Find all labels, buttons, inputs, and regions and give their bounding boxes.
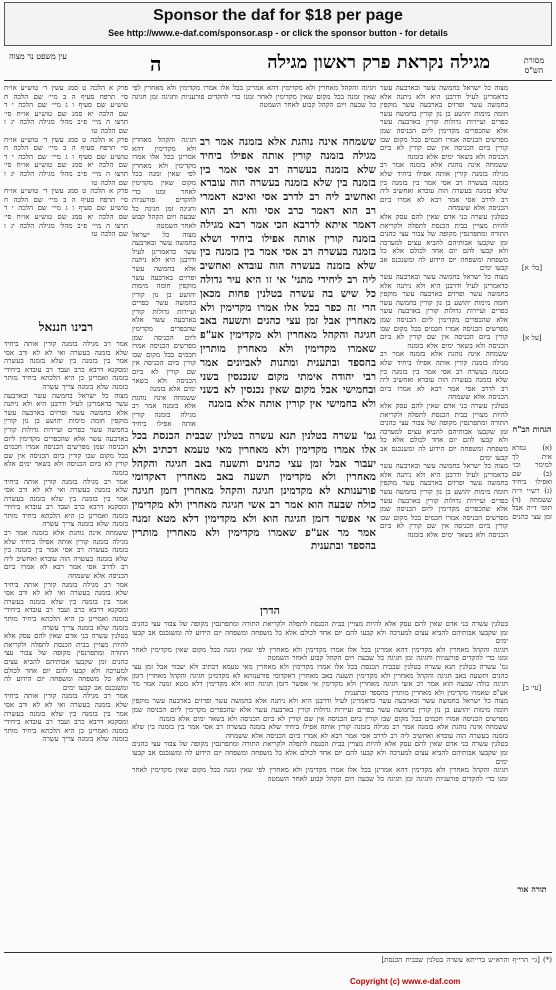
commentary-text: ששמחה אינה נוהגת אלא בזמנה אמר רב מגילה בזמנה קורין אותה אפילו ביחיד שלא בזמנה בעשרה רב אסי אמר בין בזמנה בין שלא בזמנה בעשרה הוה עובדא ואחשיב ליה רב לדרב אסי אמר רבא לא אמרו ביום הכניסה אלא ששמחה [132, 723, 508, 740]
tosafot-text: חגיגה והקהל מאחרין ולא מקדימין דהא אמרינן בכל אלו אמרו מקדימין ולא מאחרין לפי שאין זמנה בכל מקום שאין מקדימין לאחר זמנו כדי להקדים פורעניות וחגיגה זמן חגיגה כל שבעה ויום הקהל קבוע לאחר השמטה [132, 136, 196, 230]
hagahot-text: (א) גמרא אית לך למימר וכו׳ (ב) שם ואפילו ביחיד (ג) רש״י ד״ה ששמחה (ד) תוס׳ ד״ה אבל זמן עצי כהנים [512, 444, 552, 521]
ein-mishpat-block [4, 84, 128, 314]
rabbeinu-chananel-text: ששמחה אינה נוהגת אלא בזמנה אמר רב מגילה בזמנה קורין אותה אפילו ביחיד שלא בזמנה בעשרה רב אסי אמר בין בזמנה בין שלא בזמנה בעשרה הוה עובדא ואחשיב ליה רב לדרב אסי אמר רבא לא אמרו ביום הכניסה אלא ששמחה [4, 529, 128, 581]
rabbeinu-chananel-text: בטלנין עשרה בני אדם שאין להם עסק אלא להיות מצויין בבית הכנסת לתפלה ולקריאת התורה ומתפרנסין מקופה של צבור עצי כהנים זמן שקבעו אבותיהם להביא עצים למערכה ולא קבעו להם יום אחד לכולם אלא כל משפחה ומשפחה יום הידוע לה ומשנכנס אב קבעו ימים [4, 632, 128, 692]
rashi-text-repeat: בטלנין עשרה בני אדם שאין להם עסק אלא להיות מצויין בבית הכנסת לתפלה ולקריאת התורה ומתפרנסין מקופה של צבור עצי כהנים זמן שקבעו אבותיהם להביא עצים למערכה ולא קבעו להם יום אחד לכולם אלא כל משפחה ומשפחה יום הידוע לה ומשנכנס אב קבעו ימים [380, 401, 508, 462]
commentary-text: חגיגה והקהל מאחרין ולא מקדימין דהא אמרינן בכל אלו אמרו מקדימין ולא מאחרין לפי שאין זמנה בכל מקום שאין מקדימין לאחר זמנו כדי להקדים פורעניות וחגיגה זמן חגיגה כל שבעה ויום הקהל קבוע לאחר השמטה [132, 766, 508, 783]
sponsor-banner[interactable] [4, 2, 552, 46]
tosafot-text: מצוה כל ישראל בחמשה עשר ובארבעה עשר כדאמרינן לעיל ודרבנן היא ולא ניתנה אלא בחמשה עשר ופרזים בארבעה עשר מוקפין חומה מימות יהושע בן נון קורין בחמשה עשר כפרים ועיירות גדולות קורין בארבעה עשר אלא שהכפרים מקדימין ליום הכניסה שמן מפרשים הכניסה אמרו חכמים בכל מקום שבו קורין ביום הכניסה אין שם קורין לא ביום הכניסה ולא בשאר ימים אלא בזמנה [132, 230, 196, 394]
torah-ohr-title: תורה אור [517, 884, 547, 894]
commentary-text: בטלנין עשרה בני אדם שאין להם עסק אלא להיות מצויין בבית הכנסת לתפלה ולקריאת התורה ומתפרנסין מקופה של צבור עצי כהנים זמן שקבעו אבותיהם להביא עצים למערכה ולא קבעו להם יום אחד לכולם אלא כל משפחה ומשפחה יום הידוע לה ומשנכנס אב קבעו ימים [132, 620, 508, 646]
rabbeinu-chananel-text: אמר רב מגילה בזמנה קורין אותה ביחיד שלא בזמנה בעשרה ואי לא לא ורב אסי אמר בין בזמנה בין שלא בזמנה בעשרה ומסקנא דרבא כרב ועבד רב עובדא ביחידי בזמנה ואמרינן כן היא הלכתא ביחיד מותר בזמנה שלא בזמנה צריך עשרה [4, 580, 128, 632]
tosafot-top [132, 84, 376, 134]
hadran-title: הדרן [260, 604, 280, 617]
masoret-hashas-label: מסורת הש"ס [523, 56, 545, 75]
left-margin-column [4, 84, 128, 944]
rashi-text-lower: בטלנין עשרה בני אדם שאין להם עסק אלא להיות מצויין בבית הכנסת לתפלה ולקריאת התורה ומתפרנסין מקופה של צבור עצי כהנים זמן שקבעו אבותיהם להביא עצים למערכה ולא קבעו להם יום אחד לכולם אלא כל משפחה ומשפחה יום הידוע לה ומשנכנס אב קבעו ימים [380, 212, 508, 273]
rabbeinu-chananel-text: אמר רב מגילה בזמנה קורין אותה ביחיד שלא בזמנה בעשרה ואי לא לא ורב אסי אמר בין בזמנה בין שלא בזמנה בעשרה ומסקנא דרבא כרב ועבד רב עובדא ביחידי בזמנה ואמרינן כן היא הלכתא ביחיד מותר בזמנה שלא בזמנה צריך עשרה [4, 692, 128, 744]
footer-note [132, 956, 552, 974]
header-divider [4, 80, 552, 81]
rashi-text-repeat: מצוה כל ישראל בחמשה עשר ובארבעה עשר כדאמרינן לעיל ודרבנן היא ולא ניתנה אלא בחמשה עשר ופרזים בארבעה עשר מוקפין חומה מימות יהושע בן נון קורין בחמשה עשר כפרים ועיירות גדולות קורין בארבעה עשר אלא שהכפרים מקדימין ליום הכניסה שמן מפרשים הכניסה אמרו חכמים בכל מקום שבו קורין ביום הכניסה אין שם קורין לא ביום הכניסה ולא בשאר ימים אלא בזמנה [380, 273, 508, 350]
rashi-text-repeat: ששמחה אינה נוהגת אלא בזמנה אמר רב מגילה בזמנה קורין אותה אפילו ביחיד שלא בזמנה בעשרה רב אסי אמר בין בזמנה בין שלא בזמנה בעשרה הוה עובדא ואחשיב ליה רב לדרב אסי אמר רבא לא אמרו ביום הכניסה אלא ששמחה [380, 350, 508, 402]
footer-note-text: (*) [גי׳ הרי״ף והרא״ש ברייתא עשרה בטלנין שבבית הכנסת] [381, 956, 552, 964]
sponsor-details-link[interactable]: See http://www.e-daf.com/sponsor.asp - or click the sponsor button - for details [108, 28, 448, 38]
page-number: ה [150, 52, 162, 76]
commentary-text: חגיגה והקהל מאחרין ולא מקדימין דהא אמרינן בכל אלו אמרו מקדימין ולא מאחרין לפי שאין זמנה בכל מקום שאין מקדימין לאחר זמנו כדי להקדים פורעניות וחגיגה זמן חגיגה כל שבעה ויום הקהל קבוע לאחר השמטה [132, 645, 508, 663]
ein-mishpat-text: פרק א הלכה ט סמג עשין ד׳ טוש״ע או״ח סי׳ תרפח סעיף ה ב מיי׳ שם הלכה ח טוש״ע שם סעיף ו ג מיי׳ שם הלכה י ד שם הלכה יא סמג שם טוש״ע או״ח סי׳ תרצו ה מיי׳ פ״ב מהל׳ מגילה הלכה יג ו שם הלכה טו [4, 135, 128, 187]
rabbeinu-chananel-block [4, 340, 128, 940]
rashi-text-continued: ששמחה אינה נוהגת אלא בזמנה אמר רב מגילה בזמנה קורין אותה אפילו ביחיד שלא בזמנה בעשרה רב אסי אמר בין בזמנה בין שלא בזמנה בעשרה הוה עובדא ואחשיב ליה רב לדרב אסי אמר רבא לא אמרו ביום הכניסה אלא ששמחה [380, 161, 508, 213]
rabbeinu-chananel-text: אמר רב מגילה בזמנה קורין אותה ביחיד שלא בזמנה בעשרה ואי לא לא ורב אסי אמר בין בזמנה בין שלא בזמנה בעשרה ומסקנא דרבא כרב ועבד רב עובדא ביחידי בזמנה ואמרינן כן היא הלכתא ביחיד מותר בזמנה שלא בזמנה צריך עשרה [4, 477, 128, 529]
tosafot-text: ששמחה אינה נוהגת אלא בזמנה אמר רב מגילה בזמנה קורין אותה אפילו ביחיד [132, 393, 196, 428]
hagahot-title: הגהות הב"ח [512, 424, 552, 434]
commentary-text: בטלנין עשרה בני אדם שאין להם עסק אלא להיות מצויין בבית הכנסת לתפלה ולקריאת התורה ומתפרנסין מקופה של צבור עצי כהנים זמן שקבעו אבותיהם להביא עצים למערכה ולא קבעו להם יום אחד לכולם אלא כל משפחה ומשפחה יום הידוע לה ומשנכנס אב קבעו ימים [132, 740, 508, 766]
footer-divider [4, 952, 552, 953]
hagahot-block [512, 444, 552, 644]
margin-note: [עי׳ ב] [522, 684, 542, 692]
margin-note: [על א] [522, 334, 542, 342]
ein-mishpat-text: פרק א הלכה ט סמג עשין ד׳ טוש״ע או״ח סי׳ תרפח סעיף ה ב מיי׳ שם הלכה ח טוש״ע שם סעיף ו ג מיי׳ שם הלכה י ד שם הלכה יא סמג שם טוש״ע או״ח סי׳ תרצו ה מיי׳ פ״ב מהל׳ מגילה הלכה יג ו שם הלכה טו [4, 84, 128, 135]
lower-commentary [132, 620, 508, 950]
gemara-text: גמ' עשרה בטלנין תנא עשרה בטלנין שבבית הכנסת בכל אלו אמרו מקדימין ולא מאחרין מאי טעמא דכתיב ולא יעבור אבל זמן עצי כהנים ותשעה באב חגיגה והקהל מאחרין ולא מקדימין תשעה באב מאחרין דאקדומי פורענותא לא מקדמינן חגיגה והקהל מאחרין דזמן חגיגה כולה שבעה הוא אמר רב אשי חגיגה מאחרין ולא מקדימין אי אפשר דזמן חגיגה הוא ולא מקדימין דלא מטא זמנה אמר מר אע"פ שאמרו מקדימין ולא מאחרין מותרין בהספד ובתענית [132, 430, 376, 553]
copyright-link[interactable]: Copyright (c) www.e-daf.com [350, 977, 461, 986]
tosafot-column [132, 136, 196, 428]
gemara-main-lower [132, 430, 376, 602]
tractate-title: מגילה נקראת פרק ראשון מגילה [267, 52, 490, 73]
rashi-text-top: מצוה כל ישראל בחמשה עשר ובארבעה עשר כדאמרינן לעיל ודרבנן היא ולא ניתנה אלא בחמשה עשר ופרזים בארבעה עשר מוקפין חומה מימות יהושע בן נון קורין בחמשה עשר כפרים ועיירות גדולות קורין בארבעה עשר אלא שהכפרים מקדימין ליום הכניסה שמן מפרשים הכניסה אמרו חכמים בכל מקום שבו קורין ביום הכניסה אין שם קורין לא ביום הכניסה ולא בשאר ימים אלא בזמנה [380, 84, 508, 161]
mishnah-gemara-text: ששמחה אינה נוהגת אלא בזמנה אמר רב מגילה בזמנה קורין אותה אפילו ביחיד שלא בזמנה בעשרה רב אסי אמר בין בזמנה בין שלא בזמנה בעשרה הוה עובדא ואחשיב ליה רב לדרב אסי ואיכא דאמרי רב הוא דאמר כרב אסי והא רב הוא דאמר איתא לדרבא הכי אמר רבא מגילה בזמנה קורין אותה אפילו ביחיד ושלא בזמנה בעשרה רב אסי אמר בין בזמנה בין שלא בזמנה בעשרה הוה עובדא ואחשיב ליה רב ליחידי מתני' אי זו היא עיר גדולה כל שיש בה עשרה בטלנין פחות מכאן הרי זה כפר בכל אלו אמרו מקדימין ולא מאחרין אבל זמן עצי כהנים ותשעה באב חגיגה והקהל מאחרין ולא מקדימין אע"פ שאמרו מקדימין ולא מאחרין מותרין בהספד ובתענית ומתנות לאביונים אמר רבי יהודה אימתי מקום שנכנסין בשני ובחמישי אבל מקום שאין נכנסין לא בשני ולא בחמישי אין קורין אותה אלא בזמנה [200, 136, 376, 411]
rabbeinu-chananel-text: מצוה כל ישראל בחמשה עשר ובארבעה עשר כדאמרינן לעיל ודרבנן היא ולא ניתנה אלא בחמשה עשר ופרזים בארבעה עשר מוקפין חומה מימות יהושע בן נון קורין בחמשה עשר כפרים ועיירות גדולות קורין בארבעה עשר אלא שהכפרים מקדימין ליום הכניסה שמן מפרשים הכניסה אמרו חכמים בכל מקום שבו קורין ביום הכניסה אין שם קורין לא ביום הכניסה ולא בשאר ימים אלא בזמנה [4, 391, 128, 477]
right-margin-column [512, 84, 552, 944]
rabbeinu-chananel-text: אמר רב מגילה בזמנה קורין אותה ביחיד שלא בזמנה בעשרה ואי לא לא ורב אסי אמר בין בזמנה בין שלא בזמנה בעשרה ומסקנא דרבא כרב ועבד רב עובדא ביחידי בזמנה ואמרינן כן היא הלכתא ביחיד מותר בזמנה שלא בזמנה צריך עשרה [4, 340, 128, 391]
tosafot-text: חגיגה והקהל מאחרין ולא מקדימין דהא אמרינן בכל אלו אמרו מקדימין ולא מאחרין לפי שאין זמנה בכל מקום שאין מקדימין לאחר זמנו כדי להקדים פורעניות וחגיגה זמן חגיגה כל שבעה ויום הקהל קבוע לאחר השמטה [132, 84, 376, 110]
commentary-text: גמ' עשרה בטלנין תנא עשרה בטלנין שבבית הכנסת בכל אלו אמרו מקדימין ולא מאחרין מאי טעמא דכתיב ולא יעבור אבל זמן עצי כהנים ותשעה באב חגיגה והקהל מאחרין ולא מקדימין תשעה באב מאחרין דאקדומי פורענותא לא מקדמינן חגיגה והקהל מאחרין דזמן חגיגה כולה שבעה הוא אמר רב אשי חגיגה מאחרין ולא מקדימין אי אפשר דזמן חגיגה הוא ולא מקדימין דלא מטא זמנה אמר מר אע"פ שאמרו מקדימין ולא מאחרין מותרין בהספד ובתענית [132, 662, 508, 697]
gemara-main-text [200, 136, 376, 428]
margin-note: [בל׳ א] [521, 264, 543, 272]
ein-mishpat-text: פרק א הלכה ט סמג עשין ד׳ טוש״ע או״ח סי׳ תרפח סעיף ה ב מיי׳ שם הלכה ח טוש״ע שם סעיף ו ג מיי׳ שם הלכה י ד שם הלכה יא סמג שם טוש״ע או״ח סי׳ תרצו ה מיי׳ פ״ב מהל׳ מגילה הלכה יג ו שם הלכה טו [4, 187, 128, 239]
rashi-text-repeat: מצוה כל ישראל בחמשה עשר ובארבעה עשר כדאמרינן לעיל ודרבנן היא ולא ניתנה אלא בחמשה עשר ופרזים בארבעה עשר מוקפין חומה מימות יהושע בן נון קורין בחמשה עשר כפרים ועיירות גדולות קורין בארבעה עשר אלא שהכפרים מקדימין ליום הכניסה שמן מפרשים הכניסה אמרו חכמים בכל מקום שבו קורין ביום הכניסה אין שם קורין לא ביום הכניסה ולא בשאר ימים אלא בזמנה [380, 462, 508, 539]
ein-mishpat-label: עין משפט נר מצוה [9, 52, 67, 61]
page-header [0, 52, 556, 78]
sponsor-headline[interactable]: Sponsor the daf for $18 per page [153, 7, 403, 24]
rabbeinu-chananel-title: רבינו חננאל [38, 320, 94, 334]
commentary-text: מצוה כל ישראל בחמשה עשר ובארבעה עשר כדאמרינן לעיל ודרבנן היא ולא ניתנה אלא בחמשה עשר ופרזים בארבעה עשר מוקפין חומה מימות יהושע בן נון קורין בחמשה עשר כפרים ועיירות גדולות קורין בארבעה עשר אלא שהכפרים מקדימין ליום הכניסה שמן מפרשים הכניסה אמרו חכמים בכל מקום שבו קורין ביום הכניסה אין שם קורין לא ביום הכניסה ולא בשאר ימים אלא בזמנה [132, 697, 508, 723]
